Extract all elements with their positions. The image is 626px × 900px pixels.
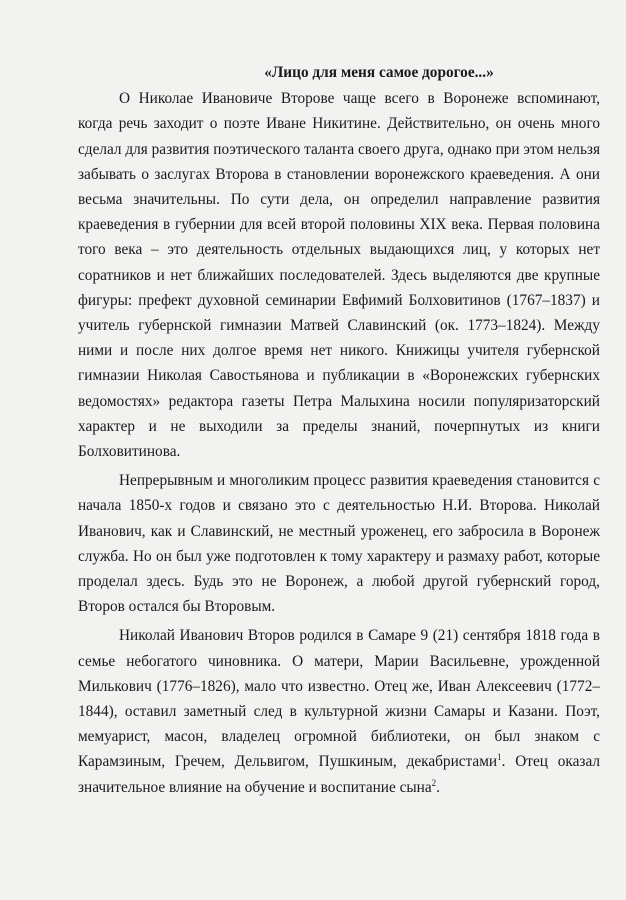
paragraph-3-text-b: . Отец оказал значительное влияние на обучение и воспитание сына (78, 753, 600, 796)
paragraph-3-text-c: . (436, 778, 440, 796)
paragraph-3-text-a: Николай Иванович Второв родился в Самаре 9 (21) сентября 1818 года в семье небогатого чиновника. О матери, Марии Васильевне, урожденной Милькович (1776–1826), мало что известно. Отец же, Иван Алексеевич (1772–1844), оставил заметный след в культурной жизни Самары и Казани. Поэт, мемуарист, масон, владелец огромной библиотеки, он был знаком с Карамзиным, Гречем, Дельвигом, Пушкиным, декабристами (78, 627, 600, 771)
footnote-ref-2: 2 (431, 777, 437, 788)
paragraph-1: О Николае Ивановиче Второве чаще всего в Воронеже вспоминают, когда речь заходит о поэте Иване Никитине. Действительно, он очень много сделал для развития поэтического таланта своего друга, однако при этом нельзя забывать о заслугах Второва в становлении воронежского краеведения. А они весьма значительны. По сути дела, он определил направление развития краеведения в губернии для всей второй половины XIX века. Первая половина того века – это деятельность отдельных выдающихся лиц, у которых нет соратников и нет ближайших последователей. Здесь выделяются две крупные фигуры: префект духовной семинарии Евфимий Болховитинов (1767–1837) и учитель губернской гимназии Матвей Славинский (ок. 1773–1824). Между ними и после них долгое время нет никого. Книжицы учителя губернской гимназии Николая Савостьянова и публикации в «Воронежских губернских ведомостях» редактора газеты Петра Малыхина носили популяризаторский характер и не выходили за пределы знаний, почерпнутых из книги Болховитинова. (78, 90, 600, 461)
footnote-ref-1: 1 (497, 752, 502, 763)
paragraph-3 (78, 623, 600, 799)
document-title: «Лицо для меня самое дорогое...» (264, 64, 494, 81)
document-body (78, 60, 600, 804)
paragraph-2: Непрерывным и многоликим процесс развития краеведения становится с начала 1850-х годов и связано это с деятельностью Н.И. Второва. Николай Иванович, как и Славинский, не местный уроженец, его забросила в Воронеж служба. Но он был уже подготовлен к тому характеру и размаху работ, которые проделал здесь. Будь это не Воронеж, а любой другой губернский город, Второв остался бы Второвым. (78, 472, 600, 616)
